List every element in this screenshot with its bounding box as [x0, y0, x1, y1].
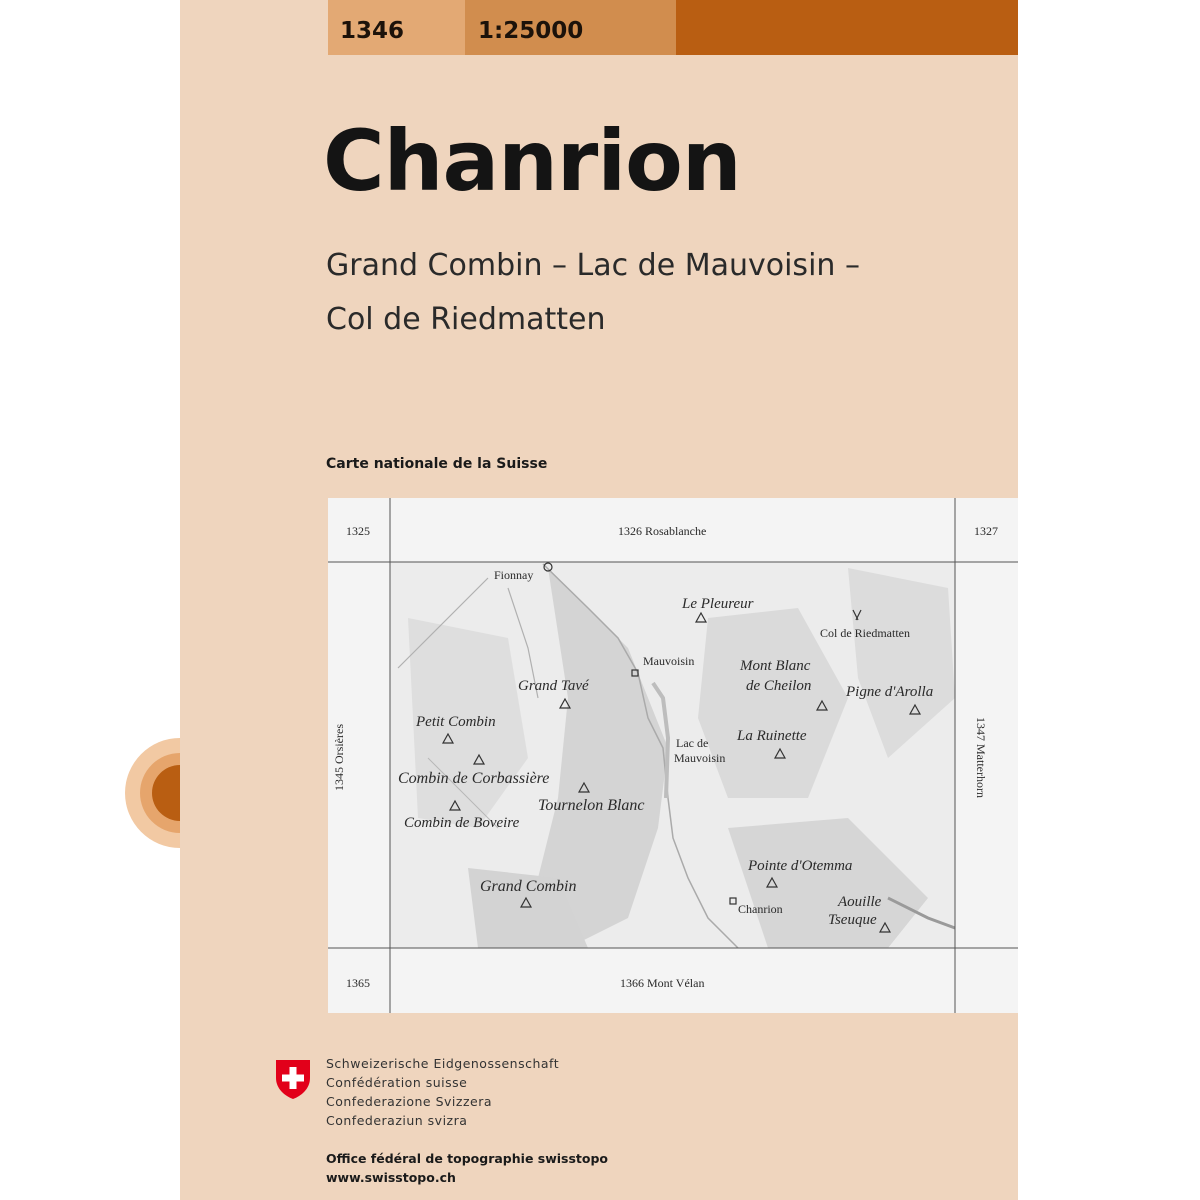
adjacent-sheet-sw: 1365 — [346, 976, 370, 990]
pass-col-de-riedmatten: Col de Riedmatten — [820, 626, 910, 640]
footer-line-rm: Confederaziun svizra — [326, 1113, 468, 1128]
peak-la-ruinette: La Ruinette — [737, 728, 807, 744]
lake-line-2: Mauvoisin — [674, 751, 726, 765]
footer-line-it: Confederazione Svizzera — [326, 1094, 492, 1109]
subtitle-line-2: Col de Riedmatten — [326, 302, 606, 337]
footer-line-fr: Confédération suisse — [326, 1075, 468, 1090]
overview-map — [328, 498, 1018, 1013]
adjacent-sheet-nw: 1325 — [346, 524, 370, 538]
adjacent-sheet-n: 1326 Rosablanche — [618, 524, 707, 538]
map-relief — [328, 498, 1018, 1013]
peak-tournelon-blanc: Tournelon Blanc — [538, 797, 645, 814]
peak-pigne-darolla: Pigne d'Arolla — [846, 684, 934, 700]
map-cover — [180, 0, 1018, 1200]
peak-mont-blanc-line-2: de Cheilon — [746, 678, 812, 694]
peak-grand-combin: Grand Combin — [480, 878, 577, 895]
peak-combin-de-corbassiere: Combin de Corbassière — [398, 770, 550, 787]
peak-aouille-line-2: Tseuque — [828, 912, 877, 928]
peak-combin-de-boveire: Combin de Boveire — [404, 815, 520, 831]
series-label: Carte nationale de la Suisse — [326, 456, 548, 472]
place-chanrion: Chanrion — [738, 902, 783, 916]
footer-line-de: Schweizerische Eidgenossenschaft — [326, 1056, 560, 1071]
adjacent-sheet-e: 1347 Matterhorn — [973, 717, 988, 798]
swiss-shield-icon — [274, 1058, 312, 1100]
lake-line-1: Lac de — [676, 736, 709, 750]
peak-aouille-line-1: Aouille — [838, 894, 882, 910]
peak-pointe-dotemma: Pointe d'Otemma — [748, 858, 853, 874]
adjacent-sheet-w: 1345 Orsières — [331, 724, 346, 791]
place-fionnay: Fionnay — [494, 568, 534, 582]
map-title: Chanrion — [323, 112, 741, 210]
peak-le-pleureur: Le Pleureur — [682, 596, 754, 612]
map-scale: 1:25000 — [478, 18, 584, 44]
sheet-number: 1346 — [340, 18, 405, 44]
adjacent-sheet-ne: 1327 — [974, 524, 998, 538]
adjacent-sheet-s: 1366 Mont Vélan — [620, 976, 705, 990]
peak-grand-tave: Grand Tavé — [518, 678, 589, 694]
subtitle-line-1: Grand Combin – Lac de Mauvoisin – — [326, 248, 860, 283]
footer-website[interactable]: www.swisstopo.ch — [326, 1170, 456, 1185]
place-mauvoisin: Mauvoisin — [643, 654, 695, 668]
footer-office: Office fédéral de topographie swisstopo — [326, 1151, 609, 1166]
peak-petit-combin: Petit Combin — [416, 714, 496, 730]
peak-mont-blanc-line-1: Mont Blanc — [740, 658, 811, 674]
header-band-accent — [676, 0, 1018, 55]
